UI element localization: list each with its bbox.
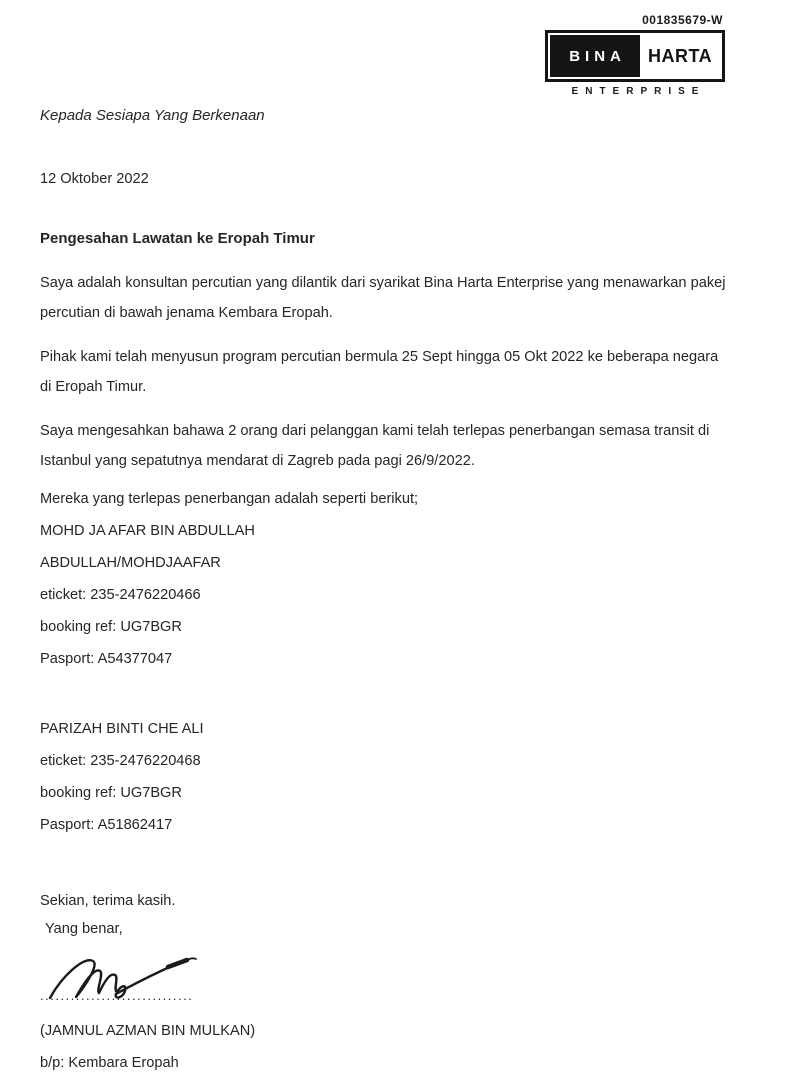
paragraph-3 xyxy=(40,416,751,476)
passenger-2-name: PARIZAH BINTI CHE ALI xyxy=(40,721,204,737)
paragraph-3-line-1: Saya mengesahkan bahawa 2 orang dari pelanggan kami telah terlepas penerbangan semasa transit di xyxy=(40,423,710,439)
passenger-2-block xyxy=(40,714,751,840)
company-logo xyxy=(545,13,725,97)
passenger-1-block xyxy=(40,516,751,674)
sign-off-line: Yang benar, xyxy=(45,921,123,937)
passenger-1-name: MOHD JA AFAR BIN ABDULLAH xyxy=(40,523,255,539)
company-registration-number: 001835679-W xyxy=(642,13,723,27)
passenger-2-eticket: eticket: 235-2476220468 xyxy=(40,753,201,769)
paragraph-3-line-2: Istanbul yang sepatutnya mendarat di Zagreb pada pagi 26/9/2022. xyxy=(40,453,475,469)
closing-line: Sekian, terima kasih. xyxy=(40,893,176,909)
paragraph-2-line-2: di Eropah Timur. xyxy=(40,379,147,395)
signature-dotted-line: .............................. xyxy=(40,988,194,1003)
paragraph-2-line-1: Pihak kami telah menyusun program percutian bermula 25 Sept hingga 05 Okt 2022 ke beberapa negara xyxy=(40,349,719,365)
logo-enterprise-label: ENTERPRISE xyxy=(571,86,706,97)
salutation: Kepada Sesiapa Yang Berkenaan xyxy=(40,107,265,124)
letterhead xyxy=(40,0,751,97)
paragraph-2 xyxy=(40,342,751,402)
paragraph-1-line-2: percutian di bawah jenama Kembara Eropah. xyxy=(40,305,333,321)
letter-content xyxy=(40,101,751,1078)
letter-date: 12 Oktober 2022 xyxy=(40,171,149,187)
signatory-name: (JAMNUL AZMAN BIN MULKAN) xyxy=(40,1023,256,1039)
list-intro: Mereka yang terlepas penerbangan adalah seperti berikut; xyxy=(40,491,419,507)
passenger-2-booking-ref: booking ref: UG7BGR xyxy=(40,785,182,801)
passenger-1-passport: Pasport: A54377047 xyxy=(40,651,173,667)
logo-harta-label: HARTA xyxy=(647,45,713,66)
logo-box xyxy=(545,30,725,82)
passenger-1-booking-ref: booking ref: UG7BGR xyxy=(40,619,182,635)
passenger-2-passport: Pasport: A51862417 xyxy=(40,817,173,833)
on-behalf-line: b/p: Kembara Eropah xyxy=(40,1055,179,1071)
passenger-1-eticket: eticket: 235-2476220466 xyxy=(40,587,201,603)
signature-area xyxy=(40,948,751,1012)
passenger-1-name-alt: ABDULLAH/MOHDJAAFAR xyxy=(40,555,221,571)
paragraph-1 xyxy=(40,268,751,328)
subject-line: Pengesahan Lawatan ke Eropah Timur xyxy=(40,230,315,247)
paragraph-1-line-1: Saya adalah konsultan percutian yang dilantik dari syarikat Bina Harta Enterprise yang menawarkan pakej xyxy=(40,275,726,291)
logo-bina-label: BINA xyxy=(550,35,640,77)
